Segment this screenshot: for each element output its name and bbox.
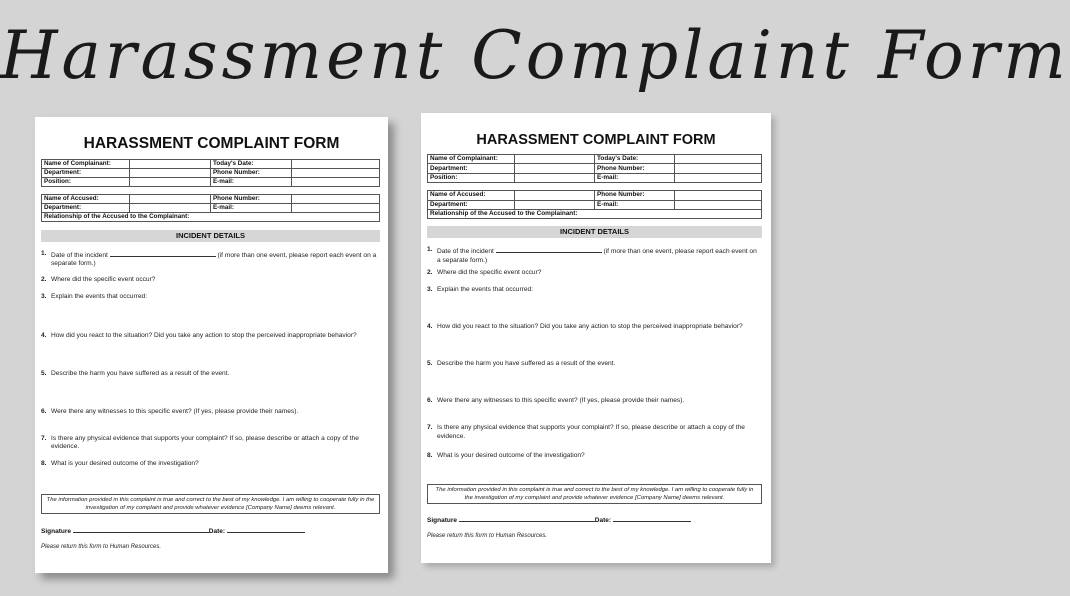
complainant-name-field[interactable] xyxy=(514,155,594,164)
accused-table xyxy=(427,190,762,219)
accused-name-field[interactable] xyxy=(129,195,210,204)
return-note: Please return this form to Human Resources. xyxy=(427,533,548,540)
question-item: 2. Where did the specific event occur? xyxy=(41,276,156,283)
todays-date-label: Today's Date: xyxy=(210,160,291,169)
accused-department-label: Department: xyxy=(428,200,515,209)
email-field[interactable] xyxy=(675,173,762,182)
certification-statement: The information provided in this complaint is true and correct to the best of my knowledge. I am willing to cooperate fully in the investigation of my complaint and provide whatever evidence [Company Name] deems relevant. xyxy=(427,484,762,504)
accused-email-label: E-mail: xyxy=(594,200,674,209)
question-item: 3. Explain the events that occurred: xyxy=(427,286,534,294)
complainant-name-label: Name of Complainant: xyxy=(42,160,130,169)
accused-phone-field[interactable] xyxy=(675,191,762,200)
signature-label: Signature xyxy=(427,517,457,525)
relationship-label: Relationship of the Accused to the Complainant: xyxy=(42,213,380,222)
banner-title: Harassment Complaint Form xyxy=(0,17,1070,94)
signature-line[interactable] xyxy=(459,515,595,522)
date-label: Date: xyxy=(208,528,226,535)
question-item: 7. Is there any physical evidence that supports your complaint? If so, please describe or attach a copy of the evidence. xyxy=(427,424,745,440)
signature-row xyxy=(427,515,767,524)
signature-label: Signature xyxy=(41,528,71,535)
accused-department-field[interactable] xyxy=(514,200,594,209)
department-field[interactable] xyxy=(129,169,210,178)
form-title: HARASSMENT COMPLAINT FORM xyxy=(476,132,716,148)
incident-details-header: INCIDENT DETAILS xyxy=(427,226,762,238)
question-list xyxy=(41,250,380,494)
return-note: Please return this form to Human Resources. xyxy=(41,544,162,550)
department-label: Department: xyxy=(428,164,515,173)
accused-department-field[interactable] xyxy=(129,204,210,213)
question-item: 6. Were there any witnesses to this specific event? (If yes, please provide their names). xyxy=(41,408,299,415)
complainant-name-field[interactable] xyxy=(129,160,210,169)
accused-email-field[interactable] xyxy=(292,204,380,213)
accused-name-label: Name of Accused: xyxy=(42,195,130,204)
accused-name-field[interactable] xyxy=(514,191,594,200)
position-field[interactable] xyxy=(129,178,210,187)
incident-details-header: INCIDENT DETAILS xyxy=(41,230,380,242)
accused-phone-label: Phone Number: xyxy=(594,191,674,200)
date-line[interactable] xyxy=(227,526,305,533)
form-page-left xyxy=(35,117,388,573)
accused-phone-field[interactable] xyxy=(292,195,380,204)
accused-phone-label: Phone Number: xyxy=(210,195,291,204)
incident-date-line[interactable] xyxy=(110,250,216,257)
form-title: HARASSMENT COMPLAINT FORM xyxy=(83,135,340,152)
email-field[interactable] xyxy=(292,178,380,187)
todays-date-field[interactable] xyxy=(292,160,380,169)
position-label: Position: xyxy=(42,178,130,187)
department-field[interactable] xyxy=(514,164,594,173)
complainant-table xyxy=(41,159,380,187)
question-item: 4. How did you react to the situation? Did you take any action to stop the perceived inappropriate behavior? xyxy=(427,323,743,331)
todays-date-label: Today's Date: xyxy=(594,155,674,164)
relationship-label: Relationship of the Accused to the Complainant: xyxy=(428,209,762,218)
question-list xyxy=(427,246,762,484)
question-item: 7. Is there any physical evidence that supports your complaint? If so, please describe or attach a copy of the evidence. xyxy=(41,435,359,451)
accused-email-label: E-mail: xyxy=(210,204,291,213)
phone-field[interactable] xyxy=(675,164,762,173)
todays-date-field[interactable] xyxy=(675,155,762,164)
date-label: Date: xyxy=(594,517,612,525)
question-item: 1. Date of the incident (if more than one event, please report each event on a separate form.) xyxy=(427,246,757,264)
certification-statement: The information provided in this complaint is true and correct to the best of my knowledge. I am willing to cooperate fully in the investigation of my complaint and provide whatever evidence [Company Name] deems relevant. xyxy=(41,494,380,514)
email-label: E-mail: xyxy=(594,173,674,182)
question-item: 5. Describe the harm you have suffered as a result of the event. xyxy=(41,370,230,377)
question-item: 3. Explain the events that occurred: xyxy=(41,293,148,300)
complainant-table xyxy=(427,154,762,183)
phone-label: Phone Number: xyxy=(594,164,674,173)
question-item: 2. Where did the specific event occur? xyxy=(427,269,542,277)
phone-field[interactable] xyxy=(292,169,380,178)
question-item: 1. Date of the incident (if more than one event, please report each event on a separate form.) xyxy=(41,250,377,268)
complainant-name-label: Name of Complainant: xyxy=(428,155,515,164)
accused-name-label: Name of Accused: xyxy=(428,191,515,200)
incident-date-line[interactable] xyxy=(496,246,602,253)
signature-row xyxy=(41,526,384,535)
question-item: 5. Describe the harm you have suffered as a result of the event. xyxy=(427,360,616,368)
position-label: Position: xyxy=(428,173,515,182)
question-item: 4. How did you react to the situation? Did you take any action to stop the perceived inappropriate behavior? xyxy=(41,332,357,339)
phone-label: Phone Number: xyxy=(210,169,291,178)
question-item: 8. What is your desired outcome of the investigation? xyxy=(427,452,585,460)
accused-email-field[interactable] xyxy=(675,200,762,209)
question-item: 8. What is your desired outcome of the investigation? xyxy=(41,460,199,467)
position-field[interactable] xyxy=(514,173,594,182)
email-label: E-mail: xyxy=(210,178,291,187)
accused-department-label: Department: xyxy=(42,204,130,213)
department-label: Department: xyxy=(42,169,130,178)
form-page-right xyxy=(421,113,771,563)
date-line[interactable] xyxy=(613,515,691,522)
signature-line[interactable] xyxy=(73,526,209,533)
question-item: 6. Were there any witnesses to this specific event? (If yes, please provide their names). xyxy=(427,397,685,405)
accused-table xyxy=(41,194,380,222)
